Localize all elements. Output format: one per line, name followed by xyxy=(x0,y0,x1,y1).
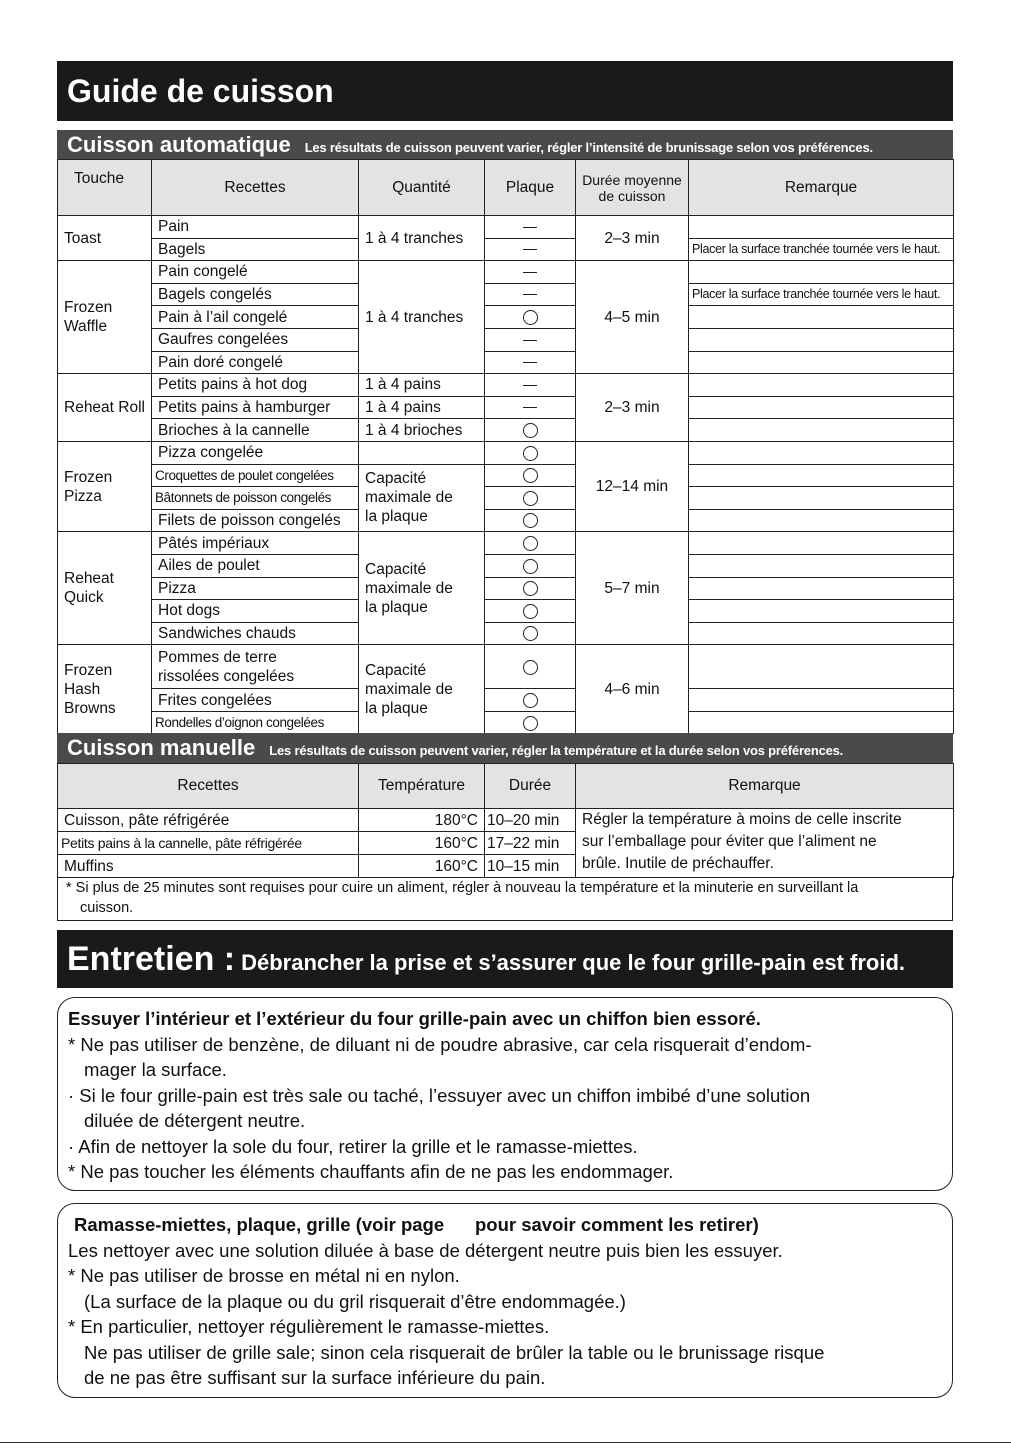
plaque-cell xyxy=(485,419,576,442)
remark-cell xyxy=(689,622,954,645)
recipe-cell: Gaufres congelées xyxy=(152,328,359,351)
plaque-cell xyxy=(485,554,576,577)
table-row xyxy=(58,554,954,577)
maintenance-header xyxy=(57,930,953,988)
duration-cell: 4–5 min xyxy=(576,261,689,374)
table-row xyxy=(58,645,954,689)
remark-cell xyxy=(689,216,954,239)
table-row xyxy=(58,577,954,600)
recipe-cell: Petits pains à hamburger xyxy=(152,396,359,419)
table-row xyxy=(58,396,954,419)
remark-cell xyxy=(689,419,954,442)
manual-recipe: Cuisson, pâte réfrigérée xyxy=(58,809,359,832)
dash-mark-icon xyxy=(523,340,537,341)
quantity-cell xyxy=(359,441,485,464)
manual-remark: Régler la température à moins de celle inscrite sur l’emballage pour éviter que l’aliment ne brûle. Inutile de préchauffer. xyxy=(576,809,954,878)
remark-cell xyxy=(689,532,954,555)
box1-item: · Si le four grille-pain est très sale ou taché, l’essuyer avec un chiffon imbibé d’une solution diluée de détergent neutre. xyxy=(68,1084,811,1131)
recipe-cell: Frites congelées xyxy=(152,689,359,712)
plaque-cell xyxy=(485,306,576,329)
duration-cell: 12–14 min xyxy=(576,441,689,531)
table-row xyxy=(58,328,954,351)
recipe-cell: Bagels xyxy=(152,238,359,261)
recipe-cell: Croquettes de poulet congelées xyxy=(152,464,359,487)
auto-cooking-title: Cuisson automatique xyxy=(67,132,291,157)
recipe-cell: Pain à l’ail congelé xyxy=(152,306,359,329)
circle-mark-icon xyxy=(523,559,538,574)
quantity-cell: 1 à 4 pains xyxy=(359,396,485,419)
table-row xyxy=(58,216,954,239)
plaque-cell xyxy=(485,396,576,419)
remark-cell xyxy=(689,328,954,351)
remark-cell xyxy=(689,441,954,464)
circle-mark-icon xyxy=(523,446,538,461)
plaque-cell xyxy=(485,600,576,623)
circle-mark-icon xyxy=(523,693,538,708)
duration-cell: 2–3 min xyxy=(576,374,689,442)
maintenance-subtitle: Débrancher la prise et s’assurer que le four grille-pain est froid. xyxy=(241,950,905,975)
auto-table-header-row xyxy=(58,160,954,216)
circle-mark-icon xyxy=(523,491,538,506)
dash-mark-icon xyxy=(523,272,537,273)
touche-cell: Reheat Quick xyxy=(58,532,152,645)
recipe-cell: Pain congelé xyxy=(152,261,359,284)
manual-cooking-header xyxy=(57,733,953,763)
manual-footnote xyxy=(57,876,953,921)
remark-cell xyxy=(689,351,954,374)
plaque-cell xyxy=(485,261,576,284)
manual-cooking-title: Cuisson manuelle xyxy=(67,735,256,760)
dash-mark-icon xyxy=(523,385,537,386)
plaque-cell xyxy=(485,441,576,464)
header-quantite: Quantité xyxy=(359,160,485,216)
auto-cooking-table xyxy=(57,159,954,734)
remark-cell xyxy=(689,577,954,600)
quantity-cell: 1 à 4 tranches xyxy=(359,261,485,374)
box2-item-cont: (La surface de la plaque ou du gril risquerait d’être endommagée.) xyxy=(84,1290,626,1312)
header-remarque: Remarque xyxy=(689,160,954,216)
manual-duration: 10–20 min xyxy=(485,809,576,832)
header-plaque: Plaque xyxy=(485,160,576,216)
box1-item: · Afin de nettoyer la sole du four, retirer la grille et le ramasse-miettes. xyxy=(68,1135,638,1157)
manual-duration: 10–15 min xyxy=(485,855,576,878)
quantity-cell: 1 à 4 pains xyxy=(359,374,485,397)
remark-cell: Placer la surface tranchée tournée vers le haut. xyxy=(689,238,954,261)
recipe-cell: Pommes de terre rissolées congelées xyxy=(152,645,359,689)
duration-cell: 4–6 min xyxy=(576,645,689,734)
plaque-cell xyxy=(485,509,576,532)
plaque-cell xyxy=(485,689,576,712)
recipe-cell: Bâtonnets de poisson congelés xyxy=(152,487,359,510)
touche-cell: Reheat Roll xyxy=(58,374,152,442)
table-row xyxy=(58,464,954,487)
table-row xyxy=(58,283,954,306)
manual-temperature: 160°C xyxy=(359,832,485,855)
recipe-cell: Rondelles d’oignon congelées xyxy=(152,711,359,734)
plaque-cell xyxy=(485,487,576,510)
circle-mark-icon xyxy=(523,513,538,528)
remark-cell: Placer la surface tranchée tournée vers le haut. xyxy=(689,283,954,306)
plaque-cell xyxy=(485,351,576,374)
page-bottom-rule xyxy=(0,1442,1011,1443)
manual-recipe: Petits pains à la cannelle, pâte réfrigérée xyxy=(58,832,359,855)
manual-header-remarque: Remarque xyxy=(576,764,954,809)
recipe-cell: Petits pains à hot dog xyxy=(152,374,359,397)
circle-mark-icon xyxy=(523,660,538,675)
box2-item: * En particulier, nettoyer régulièrement le ramasse-miettes. xyxy=(68,1316,550,1337)
recipe-cell: Hot dogs xyxy=(152,600,359,623)
table-row xyxy=(58,419,954,442)
plaque-cell xyxy=(485,328,576,351)
dash-mark-icon xyxy=(523,362,537,363)
remark-cell xyxy=(689,509,954,532)
remark-cell xyxy=(689,645,954,689)
table-row xyxy=(58,622,954,645)
quantity-cell: Capacité maximale de la plaque xyxy=(359,645,485,734)
remark-cell xyxy=(689,689,954,712)
dash-mark-icon xyxy=(523,227,537,228)
recipe-cell: Pain doré congelé xyxy=(152,351,359,374)
table-row xyxy=(58,487,954,510)
table-row xyxy=(58,809,954,832)
quantity-cell: 1 à 4 tranches xyxy=(359,216,485,261)
box2-heading: Ramasse-miettes, plaque, grille (voir page pour savoir comment les retirer) xyxy=(74,1214,759,1235)
remark-cell xyxy=(689,261,954,284)
manual-temperature: 160°C xyxy=(359,855,485,878)
plaque-cell xyxy=(485,622,576,645)
plaque-cell xyxy=(485,645,576,689)
recipe-cell: Filets de poisson congelés xyxy=(152,509,359,532)
quantity-cell: Capacité maximale de la plaque xyxy=(359,464,485,532)
quantity-cell: 1 à 4 brioches xyxy=(359,419,485,442)
table-row xyxy=(58,238,954,261)
quantity-cell: Capacité maximale de la plaque xyxy=(359,532,485,645)
box1-item: * Ne pas utiliser de benzène, de diluant ni de poudre abrasive, car cela risquerait d’endom- mager la surface. xyxy=(68,1033,812,1080)
header-touche: Touche xyxy=(58,160,152,216)
recipe-cell: Brioches à la cannelle xyxy=(152,419,359,442)
remark-cell xyxy=(689,487,954,510)
recipe-cell: Bagels congelés xyxy=(152,283,359,306)
dash-mark-icon xyxy=(523,407,537,408)
dash-mark-icon xyxy=(523,249,537,250)
recipe-cell: Sandwiches chauds xyxy=(152,622,359,645)
plaque-cell xyxy=(485,216,576,239)
touche-cell: Toast xyxy=(58,216,152,261)
remark-cell xyxy=(689,396,954,419)
table-row xyxy=(58,600,954,623)
box2-intro: Les nettoyer avec une solution diluée à base de détergent neutre puis bien les essuyer. xyxy=(68,1239,783,1261)
cleaning-box-interior xyxy=(57,997,953,1191)
plaque-cell xyxy=(485,374,576,397)
circle-mark-icon xyxy=(523,581,538,596)
circle-mark-icon xyxy=(523,468,538,483)
remark-cell xyxy=(689,711,954,734)
manual-table-header-row xyxy=(58,764,954,809)
manual-header-duree: Durée xyxy=(485,764,576,809)
manual-header-temperature: Température xyxy=(359,764,485,809)
page-title: Guide de cuisson xyxy=(57,61,953,121)
plaque-cell xyxy=(485,577,576,600)
remark-cell xyxy=(689,464,954,487)
touche-cell: Frozen Hash Browns xyxy=(58,645,152,734)
table-row xyxy=(58,532,954,555)
plaque-cell xyxy=(485,238,576,261)
circle-mark-icon xyxy=(523,310,538,325)
manual-cooking-subtitle: Les résultats de cuisson peuvent varier, régler la température et la durée selon vos préférences. xyxy=(269,743,844,758)
box1-item: * Ne pas toucher les éléments chauffants afin de ne pas les endommager. xyxy=(68,1161,674,1182)
manual-duration: 17–22 min xyxy=(485,832,576,855)
manual-recipe: Muffins xyxy=(58,855,359,878)
remark-cell xyxy=(689,306,954,329)
circle-mark-icon xyxy=(523,604,538,619)
manual-header-recettes: Recettes xyxy=(58,764,359,809)
maintenance-title: Entretien : xyxy=(67,940,236,978)
header-duree: Durée moyenne de cuisson xyxy=(576,160,689,216)
table-row xyxy=(58,351,954,374)
remark-cell xyxy=(689,554,954,577)
plaque-cell xyxy=(485,283,576,306)
table-row xyxy=(58,509,954,532)
table-row xyxy=(58,711,954,734)
remark-cell xyxy=(689,374,954,397)
footnote-line-2: cuisson. xyxy=(80,900,134,916)
duration-cell: 5–7 min xyxy=(576,532,689,645)
plaque-cell xyxy=(485,464,576,487)
footnote-line-1: * Si plus de 25 minutes sont requises pour cuire un aliment, régler à nouveau la température et la minuterie en surveillant la xyxy=(66,880,859,896)
recipe-cell: Pâtés impériaux xyxy=(152,532,359,555)
duration-cell: 2–3 min xyxy=(576,216,689,261)
manual-cooking-table xyxy=(57,763,954,878)
auto-table-body xyxy=(58,216,954,734)
recipe-cell: Pizza congelée xyxy=(152,441,359,464)
table-row xyxy=(58,306,954,329)
recipe-cell: Ailes de poulet xyxy=(152,554,359,577)
circle-mark-icon xyxy=(523,626,538,641)
touche-cell: Frozen Waffle xyxy=(58,261,152,374)
recipe-cell: Pizza xyxy=(152,577,359,600)
header-recettes: Recettes xyxy=(152,160,359,216)
touche-cell: Frozen Pizza xyxy=(58,441,152,531)
box1-heading: Essuyer l’intérieur et l’extérieur du four grille-pain avec un chiffon bien essoré. xyxy=(68,1008,761,1029)
auto-cooking-subtitle: Les résultats de cuisson peuvent varier, régler l’intensité de brunissage selon vos préférences. xyxy=(304,140,873,155)
plaque-cell xyxy=(485,711,576,734)
circle-mark-icon xyxy=(523,716,538,731)
box2-item: * Ne pas utiliser de brosse en métal ni en nylon. xyxy=(68,1265,460,1286)
table-row xyxy=(58,441,954,464)
cleaning-box-accessories xyxy=(57,1203,953,1398)
table-row xyxy=(58,261,954,284)
remark-cell xyxy=(689,600,954,623)
dash-mark-icon xyxy=(523,294,537,295)
recipe-cell: Pain xyxy=(152,216,359,239)
plaque-cell xyxy=(485,532,576,555)
box2-item-cont: Ne pas utiliser de grille sale; sinon cela risquerait de brûler la table ou le brunissage risque de ne pas être suffisant sur la surface inférieure du pain. xyxy=(84,1341,825,1388)
circle-mark-icon xyxy=(523,423,538,438)
circle-mark-icon xyxy=(523,536,538,551)
manual-temperature: 180°C xyxy=(359,809,485,832)
table-row xyxy=(58,374,954,397)
table-row xyxy=(58,689,954,712)
auto-cooking-header xyxy=(57,130,953,159)
